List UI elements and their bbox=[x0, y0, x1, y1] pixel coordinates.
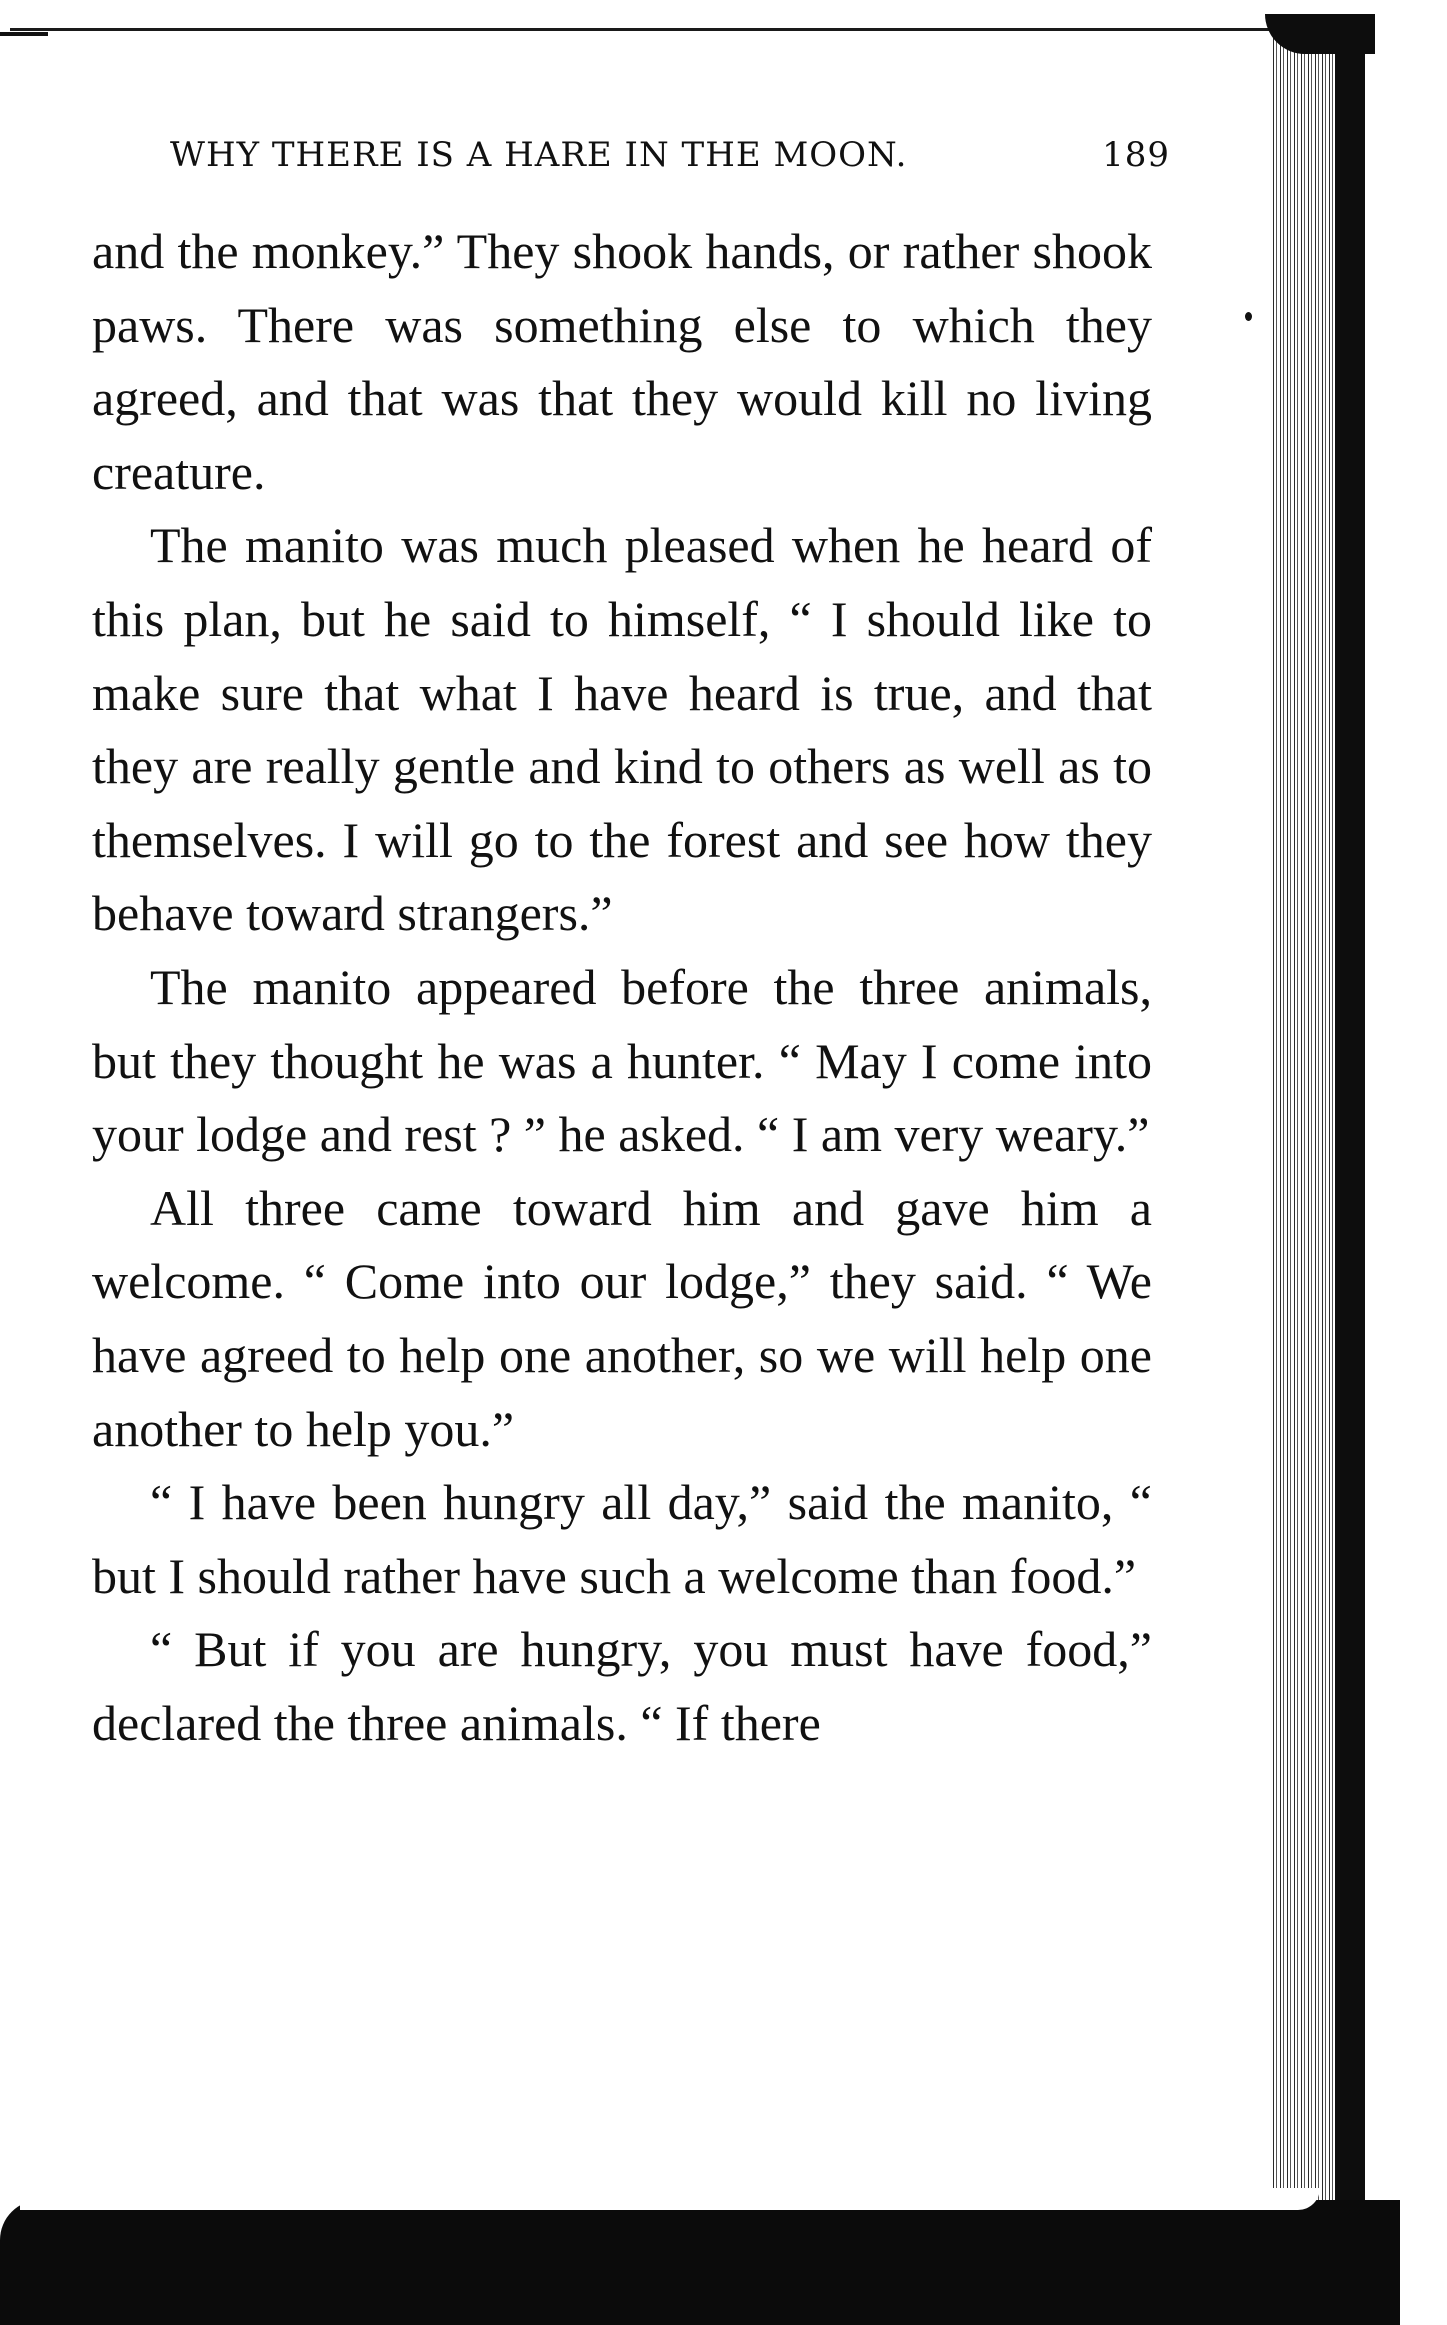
book-spine-shadow bbox=[1335, 30, 1365, 2210]
bottom-page-shadow bbox=[0, 2200, 1400, 2325]
paragraph: “ But if you are hungry, you must have food,” declared the three animals. “ If there bbox=[92, 1621, 1152, 1751]
top-page-edge bbox=[10, 28, 1370, 31]
body-text bbox=[92, 215, 1152, 1760]
paragraph: The manito was much pleased when he heard of this plan, but he said to himself, “ I should like to make sure that what I have heard is true, and that they are really gentle and kind to others as well as to themselves. I will go to the forest and see how they behave toward strangers.” bbox=[92, 517, 1152, 942]
ink-speck bbox=[1245, 312, 1252, 321]
paragraph: “ I have been hungry all day,” said the manito, “ but I should rather have such a welcome than food.” bbox=[92, 1474, 1152, 1604]
paragraph: All three came toward him and gave him a welcome. “ Come into our lodge,” they said. “ We have agreed to help one another, so we will help one another to help you.” bbox=[92, 1179, 1152, 1457]
bottom-page-curl bbox=[20, 2188, 1320, 2210]
running-title: WHY THERE IS A HARE IN THE MOON. bbox=[170, 135, 908, 175]
top-edge-mark bbox=[0, 32, 48, 36]
paragraph: and the monkey.” They shook hands, or rather shook paws. There was something else to which they agreed, and that was that they would kill no living creature. bbox=[92, 223, 1152, 500]
running-header bbox=[170, 135, 1170, 175]
page-number: 189 bbox=[1102, 135, 1170, 175]
paragraph: The manito appeared before the three animals, but they thought he was a hunter. “ May I come into your lodge and rest ? ” he asked. “ I am very weary.” bbox=[92, 958, 1152, 1163]
